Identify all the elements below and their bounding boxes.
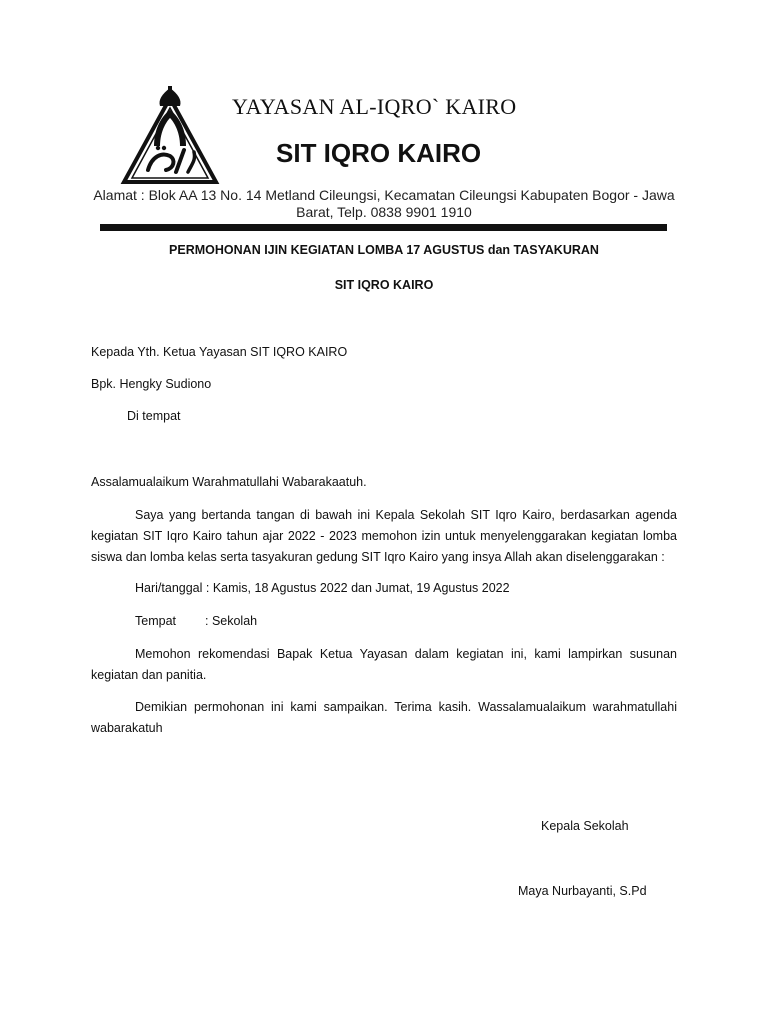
place-value: : Sekolah <box>205 614 258 628</box>
recipient-line-1: Kepada Yth. Ketua Yayasan SIT IQRO KAIRO <box>91 345 348 359</box>
signature-position: Kepala Sekolah <box>541 819 629 833</box>
school-name: SIT IQRO KAIRO <box>276 138 482 168</box>
place-label: Tempat <box>135 614 176 628</box>
body-paragraph-3: Demikian permohonan ini kami sampaikan. Terima kasih. Wassalamualaikum warahmatullahi wabarakatuh <box>91 700 677 735</box>
date-line: Hari/tanggal : Kamis, 18 Agustus 2022 dan Jumat, 19 Agustus 2022 <box>135 581 510 595</box>
foundation-name: YAYASAN AL-IQRO` KAIRO <box>232 94 517 119</box>
letter-subtitle: SIT IQRO KAIRO <box>334 278 434 292</box>
letterhead-address: Alamat : Blok AA 13 No. 14 Metland Cileungsi, Kecamatan Cileungsi Kabupaten Bogor - Jawa Barat, Telp. 0838 9901 1910 <box>93 187 675 220</box>
recipient-line-2: Bpk. Hengky Sudiono <box>91 377 212 391</box>
letterhead-divider <box>100 224 667 231</box>
place-line <box>135 614 257 628</box>
body-paragraph-2: Memohon rekomendasi Bapak Ketua Yayasan dalam kegiatan ini, kami lampirkan susunan kegiatan dan panitia. <box>91 647 677 682</box>
signature-name: Maya Nurbayanti, S.Pd <box>518 884 647 898</box>
school-crest-icon <box>118 86 222 186</box>
letter-title: PERMOHONAN IJIN KEGIATAN LOMBA 17 AGUSTUS dan TASYAKURAN <box>169 243 599 257</box>
recipient-line-3: Di tempat <box>127 409 181 423</box>
greeting: Assalamualaikum Warahmatullahi Wabarakaatuh. <box>91 475 367 489</box>
body-paragraph-1: Saya yang bertanda tangan di bawah ini Kepala Sekolah SIT Iqro Kairo, berdasarkan agenda kegiatan SIT Iqro Kairo tahun ajar 2022 - 2023 memohon izin untuk menyelenggarakan kegiatan lomba siswa dan lomba kelas serta tasyakuran gedung SIT Iqro Kairo yang insya Allah akan diselenggarakan : <box>91 508 677 564</box>
